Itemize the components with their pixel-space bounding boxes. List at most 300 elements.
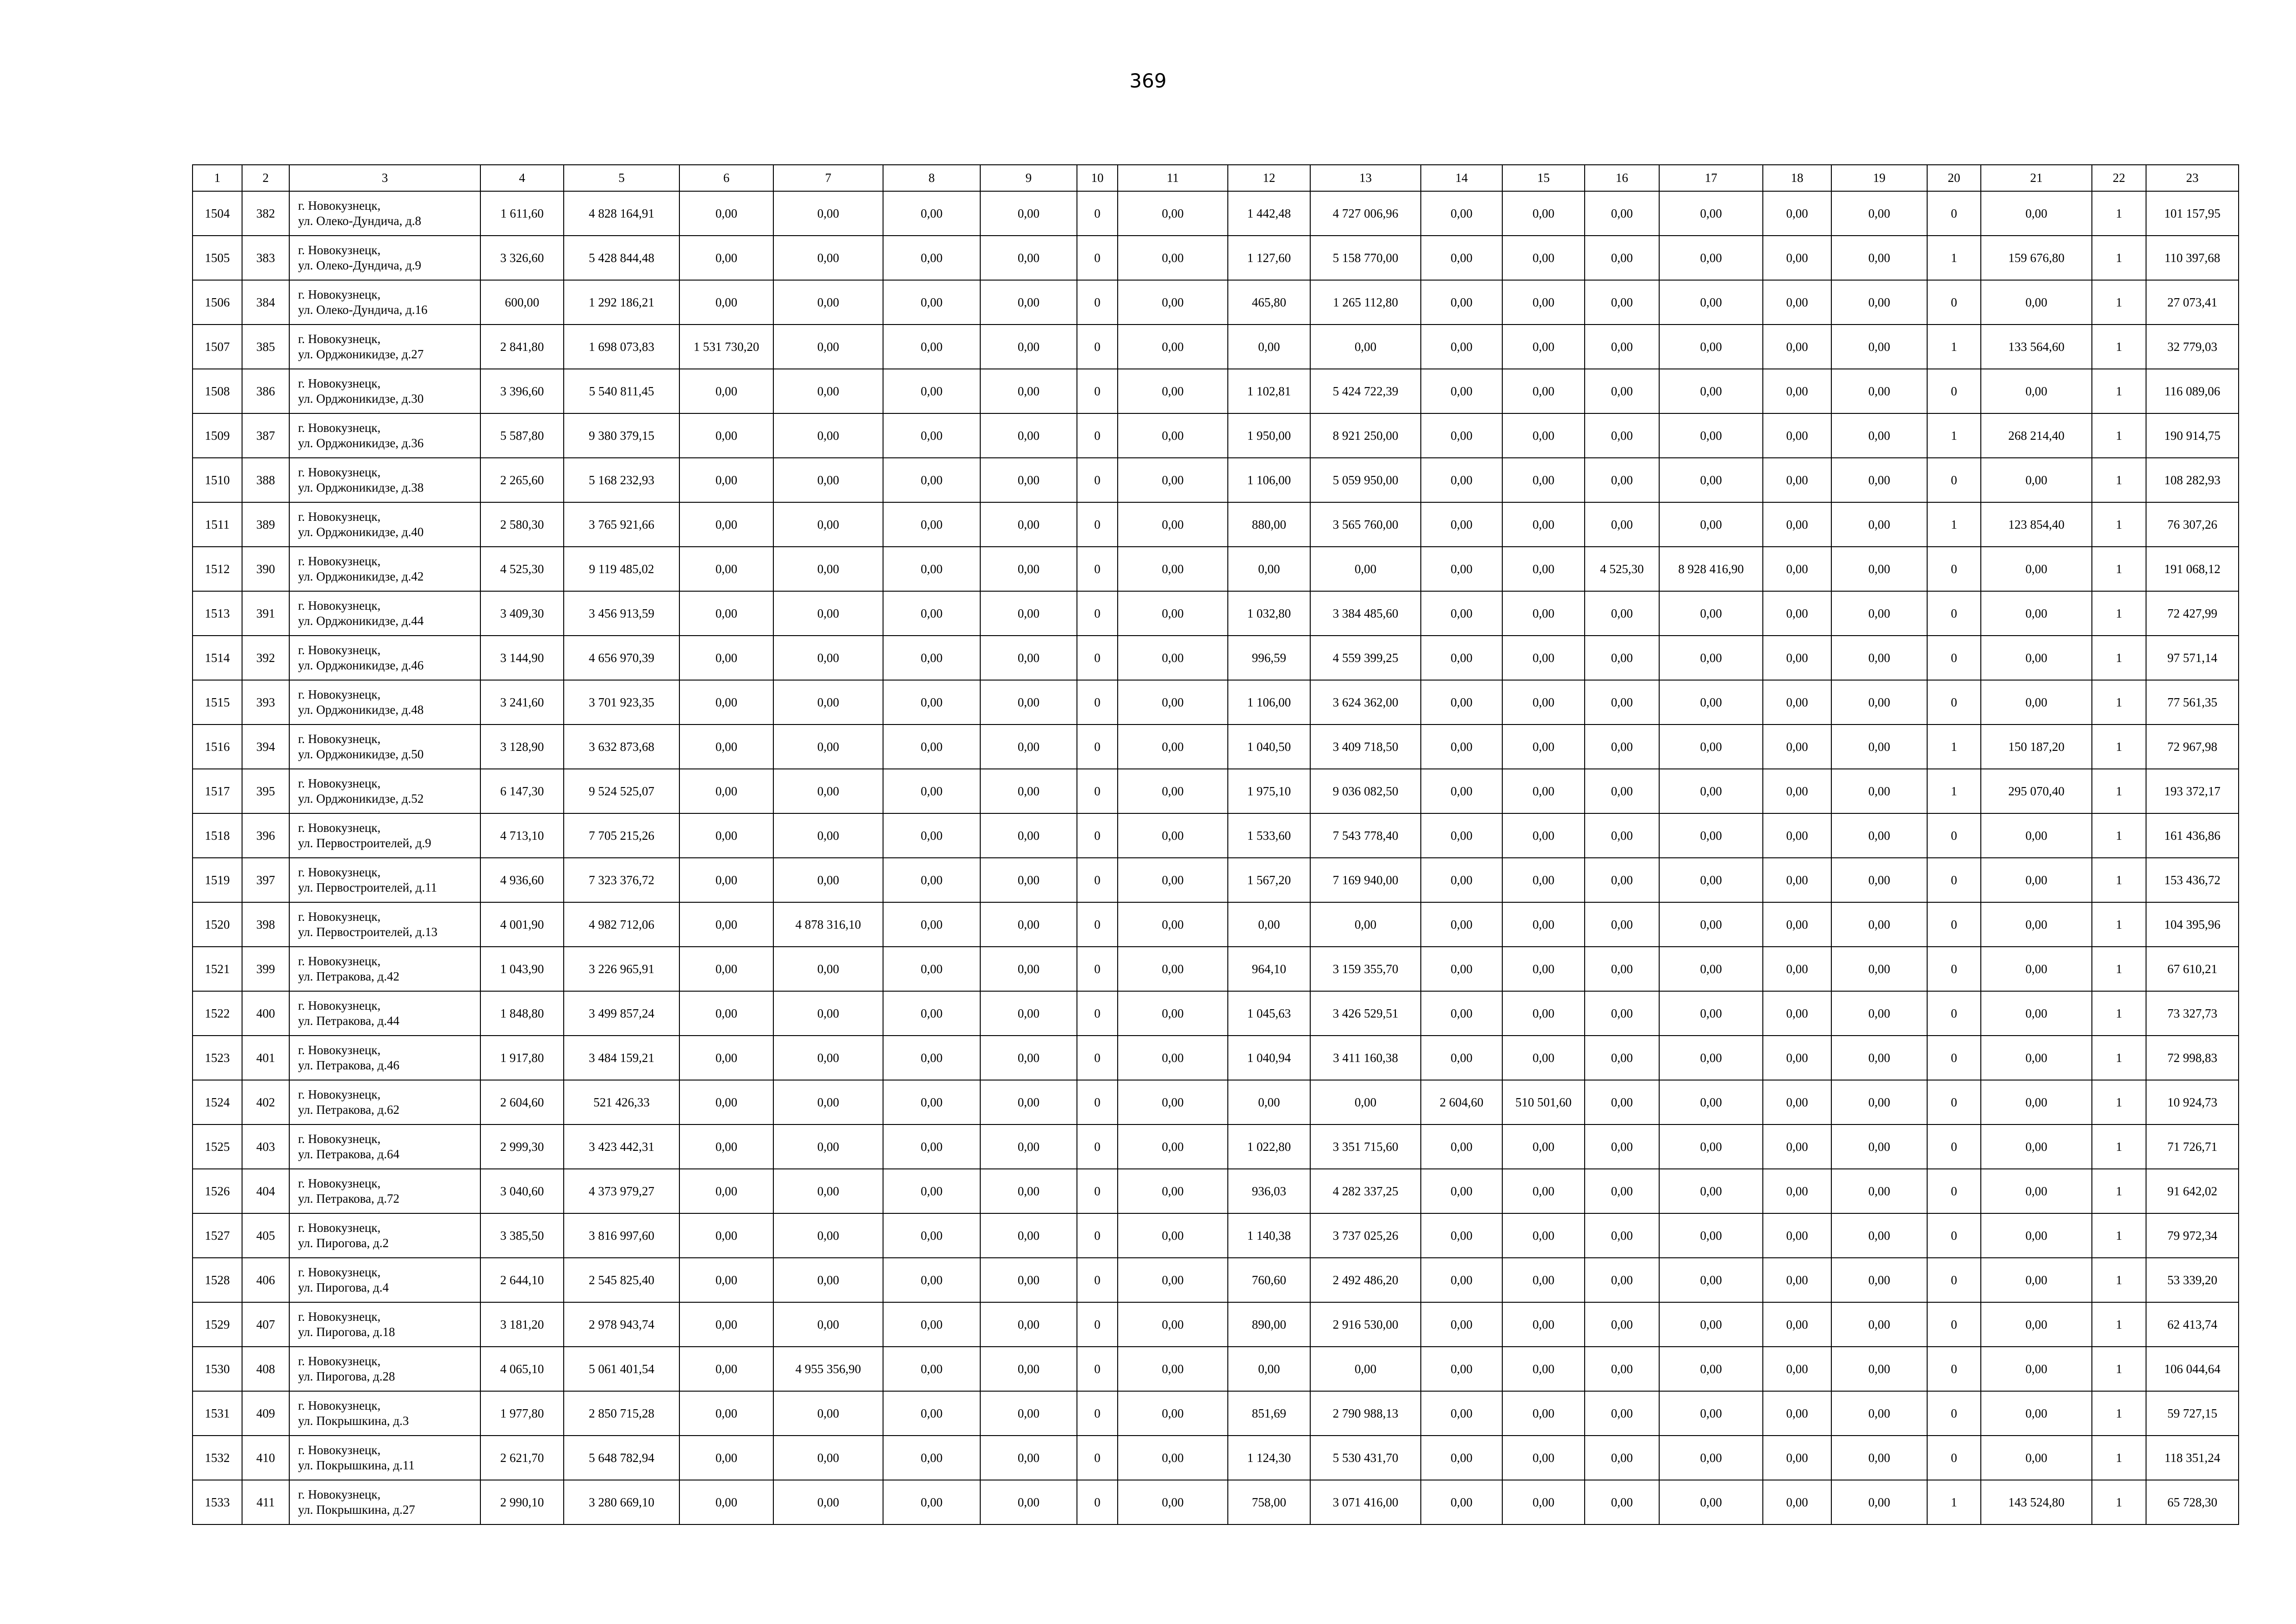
cell-col-14: 2 604,60 xyxy=(1421,1080,1502,1124)
cell-col-2: 411 xyxy=(242,1480,289,1524)
cell-col-17: 0,00 xyxy=(1659,725,1763,769)
cell-col-11: 0,00 xyxy=(1118,547,1228,591)
cell-col-12: 1 040,50 xyxy=(1228,725,1310,769)
cell-col-15: 0,00 xyxy=(1502,858,1585,902)
cell-col-19: 0,00 xyxy=(1831,1436,1927,1480)
cell-col-4: 1 848,80 xyxy=(480,991,564,1036)
cell-col-18: 0,00 xyxy=(1763,902,1831,947)
cell-col-1: 1512 xyxy=(193,547,242,591)
cell-col-5: 3 226 965,91 xyxy=(564,947,679,991)
cell-col-9: 0,00 xyxy=(980,947,1077,991)
cell-col-16: 0,00 xyxy=(1585,947,1659,991)
cell-col-22: 1 xyxy=(2092,1480,2146,1524)
cell-col-8: 0,00 xyxy=(883,991,980,1036)
cell-col-5: 4 656 970,39 xyxy=(564,636,679,680)
cell-col-14: 0,00 xyxy=(1421,325,1502,369)
cell-col-18: 0,00 xyxy=(1763,458,1831,502)
column-header-19: 19 xyxy=(1831,165,1927,191)
cell-col-23: 32 779,03 xyxy=(2146,325,2239,369)
cell-col-6: 0,00 xyxy=(679,458,773,502)
cell-col-23: 153 436,72 xyxy=(2146,858,2239,902)
cell-col-2: 398 xyxy=(242,902,289,947)
cell-col-19: 0,00 xyxy=(1831,1213,1927,1258)
cell-col-15: 0,00 xyxy=(1502,547,1585,591)
address-city: г. Новокузнецк, xyxy=(298,865,381,879)
address-cell xyxy=(289,1258,480,1302)
cell-col-12: 1 106,00 xyxy=(1228,680,1310,725)
cell-col-7: 0,00 xyxy=(773,813,883,858)
cell-col-21: 0,00 xyxy=(1981,591,2092,636)
cell-col-19: 0,00 xyxy=(1831,1302,1927,1347)
cell-col-4: 6 147,30 xyxy=(480,769,564,813)
cell-col-8: 0,00 xyxy=(883,547,980,591)
cell-col-22: 1 xyxy=(2092,369,2146,413)
cell-col-12: 1 045,63 xyxy=(1228,991,1310,1036)
cell-col-14: 0,00 xyxy=(1421,1258,1502,1302)
cell-col-12: 0,00 xyxy=(1228,1347,1310,1391)
cell-col-5: 2 978 943,74 xyxy=(564,1302,679,1347)
cell-col-22: 1 xyxy=(2092,191,2146,236)
cell-col-15: 0,00 xyxy=(1502,1391,1585,1436)
cell-col-9: 0,00 xyxy=(980,1436,1077,1480)
table-row xyxy=(193,236,2239,280)
cell-col-10: 0 xyxy=(1077,1258,1118,1302)
cell-col-6: 0,00 xyxy=(679,1480,773,1524)
cell-col-2: 386 xyxy=(242,369,289,413)
cell-col-19: 0,00 xyxy=(1831,591,1927,636)
cell-col-23: 27 073,41 xyxy=(2146,280,2239,325)
cell-col-16: 0,00 xyxy=(1585,1169,1659,1213)
cell-col-1: 1521 xyxy=(193,947,242,991)
address-cell xyxy=(289,858,480,902)
cell-col-18: 0,00 xyxy=(1763,858,1831,902)
cell-col-8: 0,00 xyxy=(883,1213,980,1258)
cell-col-15: 0,00 xyxy=(1502,1347,1585,1391)
cell-col-20: 0 xyxy=(1927,1258,1981,1302)
cell-col-8: 0,00 xyxy=(883,858,980,902)
cell-col-5: 9 119 485,02 xyxy=(564,547,679,591)
cell-col-14: 0,00 xyxy=(1421,1391,1502,1436)
address-city: г. Новокузнецк, xyxy=(298,1399,381,1412)
cell-col-17: 0,00 xyxy=(1659,1213,1763,1258)
cell-col-23: 91 642,02 xyxy=(2146,1169,2239,1213)
cell-col-6: 1 531 730,20 xyxy=(679,325,773,369)
cell-col-7: 0,00 xyxy=(773,458,883,502)
cell-col-18: 0,00 xyxy=(1763,1480,1831,1524)
cell-col-11: 0,00 xyxy=(1118,636,1228,680)
cell-col-12: 0,00 xyxy=(1228,902,1310,947)
cell-col-19: 0,00 xyxy=(1831,813,1927,858)
cell-col-20: 0 xyxy=(1927,991,1981,1036)
cell-col-22: 1 xyxy=(2092,1169,2146,1213)
cell-col-14: 0,00 xyxy=(1421,1480,1502,1524)
cell-col-17: 0,00 xyxy=(1659,636,1763,680)
cell-col-22: 1 xyxy=(2092,1391,2146,1436)
cell-col-17: 0,00 xyxy=(1659,902,1763,947)
address-street: ул. Орджоникидзе, д.42 xyxy=(298,569,424,583)
cell-col-16: 0,00 xyxy=(1585,1302,1659,1347)
cell-col-10: 0 xyxy=(1077,947,1118,991)
cell-col-13: 0,00 xyxy=(1310,1080,1421,1124)
cell-col-13: 3 071 416,00 xyxy=(1310,1480,1421,1524)
cell-col-8: 0,00 xyxy=(883,1436,980,1480)
cell-col-23: 101 157,95 xyxy=(2146,191,2239,236)
cell-col-16: 0,00 xyxy=(1585,1347,1659,1391)
cell-col-8: 0,00 xyxy=(883,1480,980,1524)
cell-col-22: 1 xyxy=(2092,902,2146,947)
table-row xyxy=(193,1480,2239,1524)
address-cell xyxy=(289,502,480,547)
address-cell xyxy=(289,813,480,858)
cell-col-2: 396 xyxy=(242,813,289,858)
cell-col-7: 0,00 xyxy=(773,325,883,369)
cell-col-11: 0,00 xyxy=(1118,236,1228,280)
cell-col-12: 0,00 xyxy=(1228,1080,1310,1124)
cell-col-10: 0 xyxy=(1077,1213,1118,1258)
address-street: ул. Петракова, д.62 xyxy=(298,1103,399,1117)
cell-col-23: 72 427,99 xyxy=(2146,591,2239,636)
cell-col-15: 0,00 xyxy=(1502,413,1585,458)
cell-col-17: 0,00 xyxy=(1659,1302,1763,1347)
cell-col-5: 1 292 186,21 xyxy=(564,280,679,325)
cell-col-9: 0,00 xyxy=(980,813,1077,858)
cell-col-23: 110 397,68 xyxy=(2146,236,2239,280)
cell-col-7: 0,00 xyxy=(773,1391,883,1436)
address-city: г. Новокузнецк, xyxy=(298,1354,381,1368)
cell-col-12: 964,10 xyxy=(1228,947,1310,991)
address-cell xyxy=(289,458,480,502)
cell-col-5: 5 428 844,48 xyxy=(564,236,679,280)
cell-col-22: 1 xyxy=(2092,1213,2146,1258)
column-header-13: 13 xyxy=(1310,165,1421,191)
cell-col-16: 0,00 xyxy=(1585,502,1659,547)
cell-col-13: 5 424 722,39 xyxy=(1310,369,1421,413)
cell-col-14: 0,00 xyxy=(1421,947,1502,991)
table-row xyxy=(193,813,2239,858)
cell-col-1: 1526 xyxy=(193,1169,242,1213)
cell-col-2: 384 xyxy=(242,280,289,325)
cell-col-9: 0,00 xyxy=(980,858,1077,902)
cell-col-11: 0,00 xyxy=(1118,680,1228,725)
cell-col-21: 0,00 xyxy=(1981,1169,2092,1213)
cell-col-10: 0 xyxy=(1077,858,1118,902)
cell-col-2: 387 xyxy=(242,413,289,458)
cell-col-5: 3 423 442,31 xyxy=(564,1124,679,1169)
address-street: ул. Петракова, д.72 xyxy=(298,1192,399,1206)
cell-col-5: 4 828 164,91 xyxy=(564,191,679,236)
cell-col-19: 0,00 xyxy=(1831,1124,1927,1169)
cell-col-12: 1 040,94 xyxy=(1228,1036,1310,1080)
cell-col-16: 0,00 xyxy=(1585,636,1659,680)
cell-col-10: 0 xyxy=(1077,369,1118,413)
cell-col-17: 0,00 xyxy=(1659,591,1763,636)
cell-col-16: 0,00 xyxy=(1585,325,1659,369)
cell-col-14: 0,00 xyxy=(1421,547,1502,591)
cell-col-8: 0,00 xyxy=(883,636,980,680)
cell-col-18: 0,00 xyxy=(1763,1347,1831,1391)
cell-col-13: 3 565 760,00 xyxy=(1310,502,1421,547)
cell-col-23: 193 372,17 xyxy=(2146,769,2239,813)
cell-col-9: 0,00 xyxy=(980,991,1077,1036)
cell-col-1: 1508 xyxy=(193,369,242,413)
cell-col-13: 5 158 770,00 xyxy=(1310,236,1421,280)
cell-col-5: 2 545 825,40 xyxy=(564,1258,679,1302)
cell-col-17: 0,00 xyxy=(1659,680,1763,725)
address-cell xyxy=(289,1036,480,1080)
cell-col-23: 72 967,98 xyxy=(2146,725,2239,769)
address-cell xyxy=(289,1347,480,1391)
cell-col-20: 1 xyxy=(1927,502,1981,547)
cell-col-11: 0,00 xyxy=(1118,1036,1228,1080)
cell-col-17: 0,00 xyxy=(1659,191,1763,236)
cell-col-15: 0,00 xyxy=(1502,725,1585,769)
cell-col-11: 0,00 xyxy=(1118,458,1228,502)
cell-col-19: 0,00 xyxy=(1831,1347,1927,1391)
address-city: г. Новокузнецк, xyxy=(298,287,381,301)
cell-col-10: 0 xyxy=(1077,547,1118,591)
table-row xyxy=(193,547,2239,591)
cell-col-19: 0,00 xyxy=(1831,725,1927,769)
cell-col-14: 0,00 xyxy=(1421,725,1502,769)
address-cell xyxy=(289,236,480,280)
cell-col-4: 1 611,60 xyxy=(480,191,564,236)
cell-col-5: 3 499 857,24 xyxy=(564,991,679,1036)
cell-col-22: 1 xyxy=(2092,1036,2146,1080)
table-row xyxy=(193,1124,2239,1169)
cell-col-10: 0 xyxy=(1077,725,1118,769)
cell-col-9: 0,00 xyxy=(980,413,1077,458)
cell-col-8: 0,00 xyxy=(883,236,980,280)
cell-col-23: 108 282,93 xyxy=(2146,458,2239,502)
address-cell xyxy=(289,1480,480,1524)
cell-col-9: 0,00 xyxy=(980,1213,1077,1258)
cell-col-12: 1 140,38 xyxy=(1228,1213,1310,1258)
column-header-3: 3 xyxy=(289,165,480,191)
address-city: г. Новокузнецк, xyxy=(298,1043,381,1057)
address-city: г. Новокузнецк, xyxy=(298,465,381,479)
cell-col-23: 53 339,20 xyxy=(2146,1258,2239,1302)
cell-col-14: 0,00 xyxy=(1421,191,1502,236)
cell-col-19: 0,00 xyxy=(1831,636,1927,680)
cell-col-7: 0,00 xyxy=(773,680,883,725)
cell-col-6: 0,00 xyxy=(679,769,773,813)
cell-col-10: 0 xyxy=(1077,236,1118,280)
cell-col-6: 0,00 xyxy=(679,813,773,858)
cell-col-5: 7 323 376,72 xyxy=(564,858,679,902)
cell-col-22: 1 xyxy=(2092,1347,2146,1391)
address-street: ул. Орджоникидзе, д.52 xyxy=(298,792,424,806)
address-street: ул. Покрышкина, д.11 xyxy=(298,1458,415,1472)
cell-col-20: 1 xyxy=(1927,413,1981,458)
cell-col-23: 72 998,83 xyxy=(2146,1036,2239,1080)
table-header xyxy=(193,165,2239,191)
cell-col-15: 0,00 xyxy=(1502,902,1585,947)
cell-col-4: 3 409,30 xyxy=(480,591,564,636)
cell-col-4: 3 144,90 xyxy=(480,636,564,680)
cell-col-13: 4 727 006,96 xyxy=(1310,191,1421,236)
cell-col-8: 0,00 xyxy=(883,1124,980,1169)
cell-col-15: 0,00 xyxy=(1502,591,1585,636)
cell-col-9: 0,00 xyxy=(980,1169,1077,1213)
address-city: г. Новокузнецк, xyxy=(298,643,381,657)
cell-col-23: 73 327,73 xyxy=(2146,991,2239,1036)
column-header-17: 17 xyxy=(1659,165,1763,191)
cell-col-19: 0,00 xyxy=(1831,191,1927,236)
cell-col-21: 0,00 xyxy=(1981,858,2092,902)
address-cell xyxy=(289,1302,480,1347)
cell-col-20: 0 xyxy=(1927,1169,1981,1213)
cell-col-12: 465,80 xyxy=(1228,280,1310,325)
cell-col-2: 400 xyxy=(242,991,289,1036)
address-cell xyxy=(289,1080,480,1124)
cell-col-14: 0,00 xyxy=(1421,413,1502,458)
cell-col-12: 1 102,81 xyxy=(1228,369,1310,413)
cell-col-4: 2 265,60 xyxy=(480,458,564,502)
cell-col-19: 0,00 xyxy=(1831,325,1927,369)
cell-col-21: 0,00 xyxy=(1981,947,2092,991)
cell-col-9: 0,00 xyxy=(980,680,1077,725)
cell-col-22: 1 xyxy=(2092,1258,2146,1302)
address-city: г. Новокузнецк, xyxy=(298,421,381,435)
cell-col-18: 0,00 xyxy=(1763,1169,1831,1213)
cell-col-1: 1529 xyxy=(193,1302,242,1347)
cell-col-7: 0,00 xyxy=(773,547,883,591)
cell-col-2: 397 xyxy=(242,858,289,902)
cell-col-17: 0,00 xyxy=(1659,1036,1763,1080)
cell-col-1: 1506 xyxy=(193,280,242,325)
cell-col-4: 3 326,60 xyxy=(480,236,564,280)
cell-col-19: 0,00 xyxy=(1831,947,1927,991)
cell-col-15: 0,00 xyxy=(1502,1436,1585,1480)
cell-col-15: 0,00 xyxy=(1502,1258,1585,1302)
address-cell xyxy=(289,191,480,236)
cell-col-6: 0,00 xyxy=(679,947,773,991)
cell-col-8: 0,00 xyxy=(883,325,980,369)
address-city: г. Новокузнецк, xyxy=(298,999,381,1012)
cell-col-20: 0 xyxy=(1927,458,1981,502)
cell-col-2: 403 xyxy=(242,1124,289,1169)
cell-col-18: 0,00 xyxy=(1763,1036,1831,1080)
table-row xyxy=(193,191,2239,236)
cell-col-17: 0,00 xyxy=(1659,1169,1763,1213)
cell-col-8: 0,00 xyxy=(883,591,980,636)
cell-col-7: 0,00 xyxy=(773,1436,883,1480)
cell-col-23: 191 068,12 xyxy=(2146,547,2239,591)
cell-col-16: 0,00 xyxy=(1585,1036,1659,1080)
cell-col-10: 0 xyxy=(1077,1436,1118,1480)
address-cell xyxy=(289,547,480,591)
cell-col-1: 1516 xyxy=(193,725,242,769)
table-row xyxy=(193,947,2239,991)
cell-col-12: 880,00 xyxy=(1228,502,1310,547)
cell-col-9: 0,00 xyxy=(980,369,1077,413)
address-street: ул. Орджоникидзе, д.30 xyxy=(298,392,424,406)
cell-col-13: 5 059 950,00 xyxy=(1310,458,1421,502)
table-row xyxy=(193,725,2239,769)
cell-col-4: 3 396,60 xyxy=(480,369,564,413)
cell-col-4: 5 587,80 xyxy=(480,413,564,458)
cell-col-21: 0,00 xyxy=(1981,1036,2092,1080)
table-row xyxy=(193,325,2239,369)
cell-col-10: 0 xyxy=(1077,1480,1118,1524)
address-city: г. Новокузнецк, xyxy=(298,1265,381,1279)
table-row xyxy=(193,369,2239,413)
cell-col-1: 1528 xyxy=(193,1258,242,1302)
cell-col-21: 0,00 xyxy=(1981,1391,2092,1436)
cell-col-14: 0,00 xyxy=(1421,991,1502,1036)
cell-col-2: 402 xyxy=(242,1080,289,1124)
cell-col-5: 5 061 401,54 xyxy=(564,1347,679,1391)
address-cell xyxy=(289,325,480,369)
cell-col-7: 0,00 xyxy=(773,1213,883,1258)
cell-col-9: 0,00 xyxy=(980,1036,1077,1080)
address-city: г. Новокузнецк, xyxy=(298,1087,381,1101)
cell-col-17: 0,00 xyxy=(1659,769,1763,813)
cell-col-12: 1 106,00 xyxy=(1228,458,1310,502)
cell-col-11: 0,00 xyxy=(1118,1391,1228,1436)
cell-col-6: 0,00 xyxy=(679,991,773,1036)
cell-col-16: 0,00 xyxy=(1585,991,1659,1036)
table-row xyxy=(193,1169,2239,1213)
cell-col-6: 0,00 xyxy=(679,280,773,325)
cell-col-20: 0 xyxy=(1927,591,1981,636)
cell-col-11: 0,00 xyxy=(1118,1124,1228,1169)
cell-col-22: 1 xyxy=(2092,1302,2146,1347)
cell-col-22: 1 xyxy=(2092,591,2146,636)
cell-col-8: 0,00 xyxy=(883,1391,980,1436)
address-cell xyxy=(289,680,480,725)
cell-col-11: 0,00 xyxy=(1118,1258,1228,1302)
cell-col-6: 0,00 xyxy=(679,636,773,680)
cell-col-7: 0,00 xyxy=(773,1036,883,1080)
cell-col-22: 1 xyxy=(2092,1436,2146,1480)
cell-col-8: 0,00 xyxy=(883,413,980,458)
cell-col-11: 0,00 xyxy=(1118,769,1228,813)
cell-col-9: 0,00 xyxy=(980,458,1077,502)
cell-col-1: 1509 xyxy=(193,413,242,458)
cell-col-15: 0,00 xyxy=(1502,769,1585,813)
cell-col-11: 0,00 xyxy=(1118,1347,1228,1391)
cell-col-18: 0,00 xyxy=(1763,1436,1831,1480)
cell-col-5: 521 426,33 xyxy=(564,1080,679,1124)
cell-col-18: 0,00 xyxy=(1763,280,1831,325)
cell-col-19: 0,00 xyxy=(1831,1080,1927,1124)
cell-col-20: 1 xyxy=(1927,725,1981,769)
address-street: ул. Петракова, д.44 xyxy=(298,1014,399,1028)
cell-col-17: 0,00 xyxy=(1659,858,1763,902)
cell-col-19: 0,00 xyxy=(1831,902,1927,947)
cell-col-1: 1527 xyxy=(193,1213,242,1258)
cell-col-2: 383 xyxy=(242,236,289,280)
cell-col-2: 406 xyxy=(242,1258,289,1302)
cell-col-13: 1 265 112,80 xyxy=(1310,280,1421,325)
address-street: ул. Петракова, д.64 xyxy=(298,1147,399,1161)
cell-col-23: 190 914,75 xyxy=(2146,413,2239,458)
column-header-1: 1 xyxy=(193,165,242,191)
cell-col-20: 0 xyxy=(1927,902,1981,947)
column-header-12: 12 xyxy=(1228,165,1310,191)
address-city: г. Новокузнецк, xyxy=(298,954,381,968)
cell-col-14: 0,00 xyxy=(1421,1436,1502,1480)
cell-col-12: 1 032,80 xyxy=(1228,591,1310,636)
cell-col-16: 0,00 xyxy=(1585,236,1659,280)
cell-col-5: 3 632 873,68 xyxy=(564,725,679,769)
cell-col-20: 0 xyxy=(1927,547,1981,591)
cell-col-17: 0,00 xyxy=(1659,413,1763,458)
cell-col-23: 67 610,21 xyxy=(2146,947,2239,991)
table-row xyxy=(193,1347,2239,1391)
cell-col-5: 3 484 159,21 xyxy=(564,1036,679,1080)
